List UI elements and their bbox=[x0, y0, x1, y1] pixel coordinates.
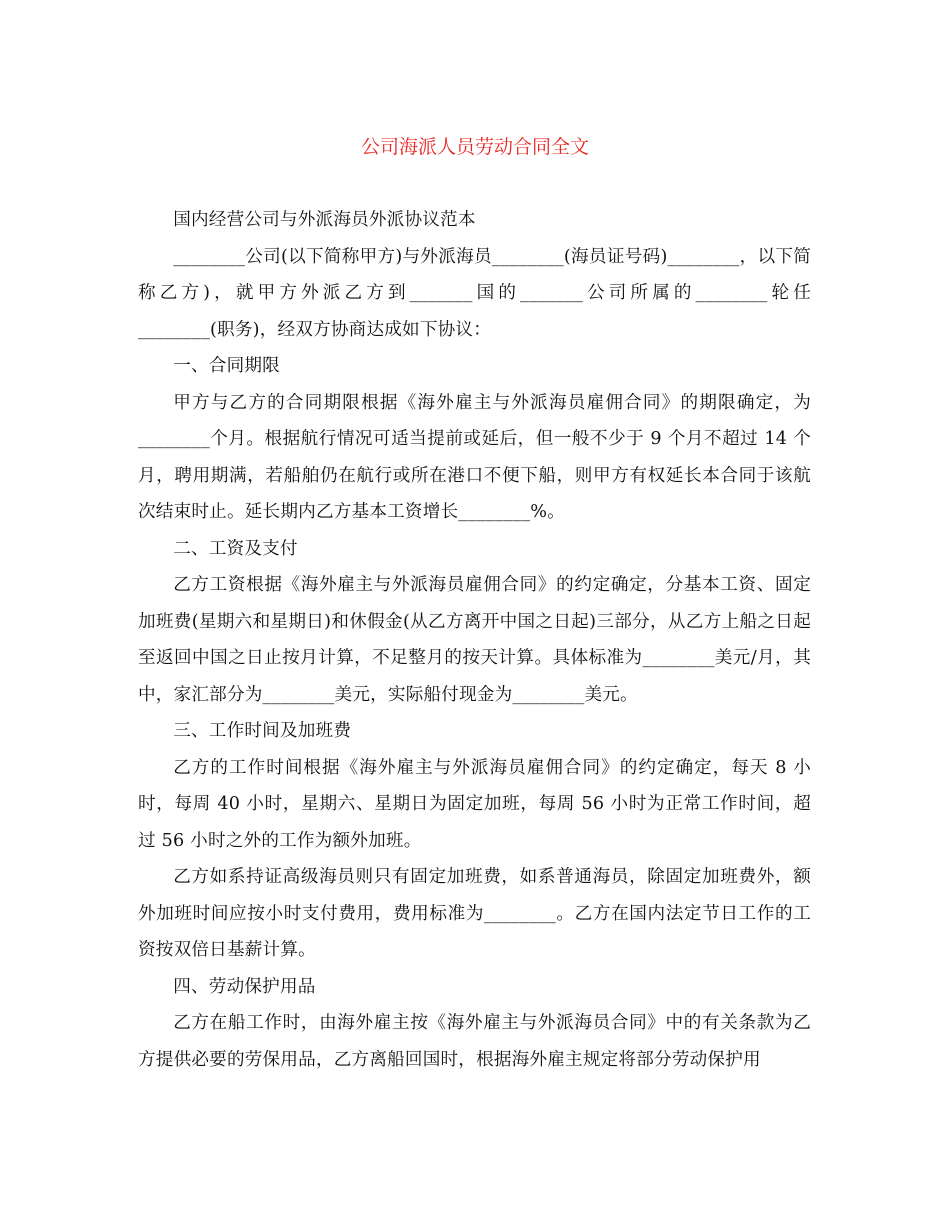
document-title: 公司海派人员劳动合同全文 bbox=[360, 136, 589, 158]
section-heading-working-hours: 三、工作时间及加班费 bbox=[173, 721, 352, 741]
section-heading-protective-equipment: 四、劳动保护用品 bbox=[173, 976, 316, 997]
section-working-hours-paragraph-1: 乙方的工作时间根据《海外雇主与外派海员雇佣合同》的约定确定，每天 8 小时，每周 40 小时，星期六、星期日为固定加班，每周 56 小时为正常工作时间，超过 56 小时之外的工作为额外加班。 bbox=[138, 757, 811, 851]
intro-paragraph: ________公司(以下简称甲方)与外派海员________(海员证号码)________，以下简称乙方)，就甲方外派乙方到_______国的_______公司所属的________轮任________(职务)，经双方协商达成如下协议： bbox=[138, 246, 811, 340]
document-subtitle: 国内经营公司与外派海员外派协议范本 bbox=[173, 210, 476, 230]
section-working-hours-paragraph-2: 乙方如系持证高级海员则只有固定加班费，如系普通海员，除固定加班费外，额外加班时间应按小时支付费用，费用标准为________。乙方在国内法定节日工作的工资按双倍日基薪计算。 bbox=[138, 867, 811, 960]
section-wages-paragraph: 乙方工资根据《海外雇主与外派海员雇佣合同》的约定确定，分基本工资、固定加班费(星期六和星期日)和休假金(从乙方离开中国之日起)三部分，从乙方上船之日起至返回中国之日止按月计算，不足整月的按天计算。具体标准为________美元/月，其中，家汇部分为________美元，实际船付现金为________美元。 bbox=[138, 575, 811, 705]
document-body bbox=[138, 202, 811, 1078]
section-heading-wages: 二、工资及支付 bbox=[173, 538, 298, 559]
section-term-paragraph: 甲方与乙方的合同期限根据《海外雇主与外派海员雇佣合同》的期限确定，为________个月。根据航行情况可适当提前或延后，但一般不少于 9 个月不超过 14 个月，聘用期满，若船舶仍在航行或所在港口不便下船，则甲方有权延长本合同于该航次结束时止。延长期内乙方基本工资增长________%。 bbox=[138, 392, 811, 522]
section-heading-term: 一、合同期限 bbox=[173, 356, 280, 376]
section-protective-equipment-paragraph: 乙方在船工作时，由海外雇主按《海外雇主与外派海员合同》中的有关条款为乙方提供必要的劳保用品，乙方离船回国时，根据海外雇主规定将部分劳动保护用 bbox=[138, 1013, 811, 1070]
